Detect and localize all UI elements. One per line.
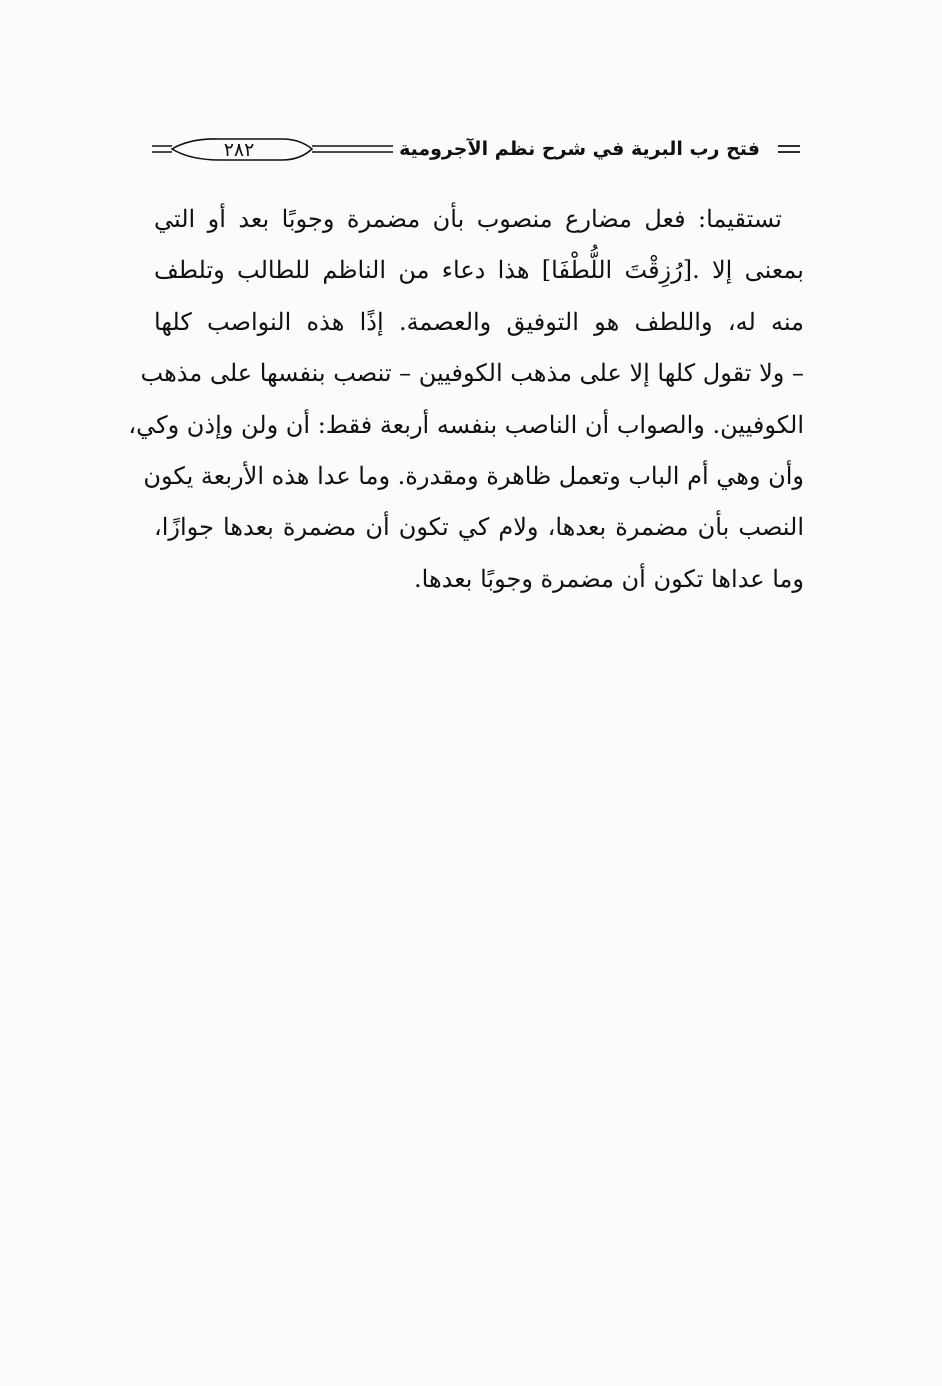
text-line: – ولا تقول كلها إلا على مذهب الكوفيين – تنصب بنفسها على مذهب bbox=[140, 359, 804, 388]
page-number: ٢٨٢ bbox=[223, 139, 255, 161]
text-line: بمعنى إلا .[رُزِقْتَ اللُّطْفَا] هذا دعاء من الناظم للطالب وتلطف bbox=[154, 256, 804, 285]
text-line: النصب بأن مضمرة بعدها، ولام كي تكون أن مضمرة بعدها جوازًا، bbox=[154, 513, 805, 542]
text-line: منه له، واللطف هو التوفيق والعصمة. إذًا هذه النواصب كلها bbox=[154, 307, 804, 336]
book-title: فتح رب البرية في شرح نظم الآجرومية bbox=[393, 134, 766, 164]
body-paragraph bbox=[128, 194, 805, 605]
text-line: وما عداها تكون أن مضمرة وجوبًا بعدها. bbox=[414, 564, 804, 593]
text-line: الكوفيين. والصواب أن الناصب بنفسه أربعة فقط: أن ولن وإذن وكي، bbox=[128, 410, 804, 439]
text-line: وأن وهي أم الباب وتعمل ظاهرة ومقدرة. وما عدا هذه الأربعة يكون bbox=[143, 462, 804, 491]
running-header bbox=[150, 128, 802, 172]
text-line: تستقيما: فعل مضارع منصوب بأن مضمرة وجوبًا بعد أو التي bbox=[154, 205, 782, 233]
